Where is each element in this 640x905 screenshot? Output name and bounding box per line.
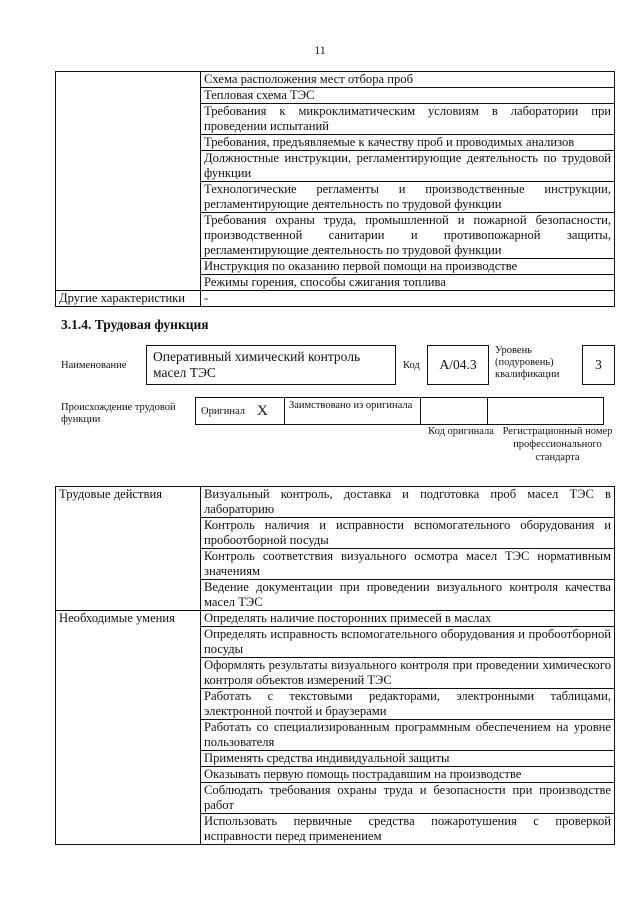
level-value: 3 [582,345,615,385]
table-cell: Ведение документации при проведении визуального контроля качества масел ТЭС [201,580,615,611]
empty-label-cell [56,72,201,291]
original-label: Оригинал [201,406,245,417]
table-cell: Режимы горения, способы сжигания топлива [201,275,615,291]
original-mark: X [257,403,268,419]
code-caption: Код оригинала [428,426,494,437]
section-title: 3.1.4. Трудовая функция [61,317,209,332]
table-cell: Инструкция по оказанию первой помощи на производстве [201,259,615,275]
table-cell: Визуальный контроль, доставка и подготовка проб масел ТЭС в лабораторию [201,487,615,518]
name-value: Оперативный химический контроль масел ТЭС [146,345,396,385]
table-cell: Определять наличие посторонних примесей в маслах [201,611,615,627]
table-cell: Контроль наличия и исправности вспомогательного оборудования и пробоотборной посуды [201,518,615,549]
other-characteristics-label: Другие характеристики [56,291,201,307]
original-code-cell [420,397,488,425]
table-cell: Требования охраны труда, промышленной и пожарной безопасности, производственной санитарии и противопожарной защиты, регламентирующие деятельность по трудовой функции [201,213,615,259]
skills-label: Необходимые умения [56,611,201,845]
function-details-table [55,486,615,845]
table-cell: Определять исправность вспомогательного оборудования и пробоотборной посуды [201,627,615,658]
other-characteristics-value: - [201,291,615,307]
code-value: A/04.3 [427,345,489,385]
table-cell: Оказывать первую помощь пострадавшим на производстве [201,767,615,783]
table-cell: Работать со специализированным программным обеспечением на уровне пользователя [201,720,615,751]
table-cell: Работать с текстовыми редакторами, электронными таблицами, электронной почтой и браузерами [201,689,615,720]
table-cell: Применять средства индивидуальной защиты [201,751,615,767]
table-cell: Тепловая схема ТЭС [201,88,615,104]
table-cell: Схема расположения мест отбора проб [201,72,615,88]
table-cell: Требования, предъявляемые к качеству проб и проводимых анализов [201,135,615,151]
origin-row [196,397,604,425]
registration-caption: Регистрационный номер профессионального стандарта [502,426,613,463]
table-row [56,72,615,88]
origin-label: Происхождение трудовой функции [61,402,176,425]
level-label: Уровень (подуровень) квалификации [495,345,560,380]
table-row [56,487,615,518]
code-label: Код [403,360,420,371]
table-cell: Соблюдать требования охраны труда и безопасности при производстве работ [201,783,615,814]
table-cell: Оформлять результаты визуального контроля при проведении химического контроля объектов измерений ТЭС [201,658,615,689]
registration-number-cell [487,397,604,425]
table-row [56,291,615,307]
table-cell: Должностные инструкции, регламентирующие деятельность по трудовой функции [201,151,615,182]
labor-actions-label: Трудовые действия [56,487,201,611]
borrowed-label: Заимствовано из оригинала [284,397,421,425]
page-number: 11 [314,43,326,57]
name-label: Наименование [61,360,127,371]
table-cell: Требования к микроклиматическим условиям в лаборатории при проведении испытаний [201,104,615,135]
table-cell: Контроль соответствия визуального осмотра масел ТЭС нормативным значениям [201,549,615,580]
original-cell [195,397,285,425]
table-cell: Технологические регламенты и производственные инструкции, регламентирующие деятельность по трудовой функции [201,182,615,213]
table-cell: Использовать первичные средства пожаротушения с проверкой исправности перед применением [201,814,615,845]
table-row [56,611,615,627]
knowledge-table [55,71,615,307]
